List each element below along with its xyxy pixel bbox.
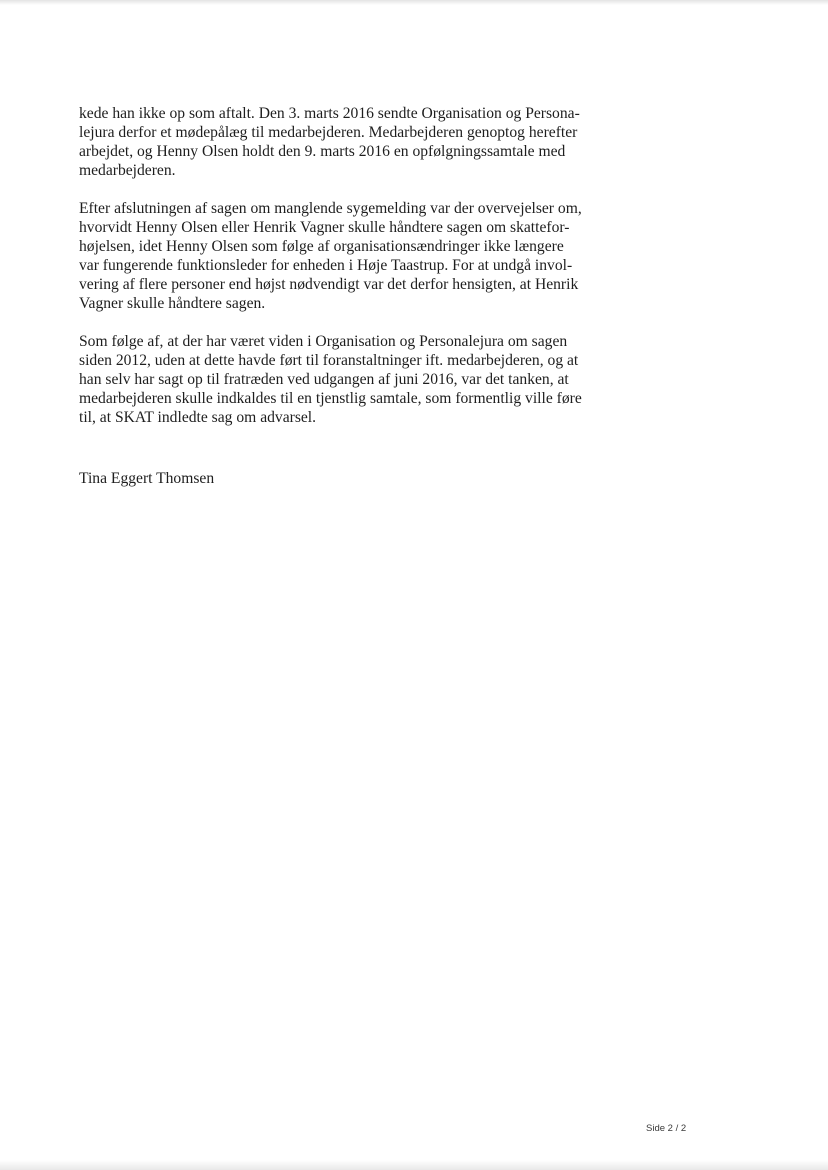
text-line: Efter afslutningen af sagen om manglende sygemelding var der overvejelser om, <box>79 200 582 217</box>
text-line: til, at SKAT indledte sag om advarsel. <box>79 409 317 426</box>
text-line: Som følge af, at der har været viden i Organisation og Personalejura om sagen <box>79 333 568 350</box>
text-line: han selv har sagt op til fratræden ved udgangen af juni 2016, var det tanken, at <box>79 371 569 388</box>
text-line: hvorvidt Henny Olsen eller Henrik Vagner skulle håndtere sagen om skattefor- <box>79 219 570 236</box>
document-body <box>79 104 659 446</box>
text-line: kede han ikke op som aftalt. Den 3. marts 2016 sendte Organisation og Persona- <box>79 105 580 122</box>
paragraph-2 <box>79 199 659 313</box>
scan-edge-bottom <box>0 1160 828 1170</box>
paragraph-1 <box>79 104 659 180</box>
signature-name: Tina Eggert Thomsen <box>79 470 215 487</box>
text-line: medarbejderen skulle indkaldes til en tjenstlig samtale, som formentlig ville føre <box>79 390 582 407</box>
text-line: Vagner skulle håndtere sagen. <box>79 295 266 312</box>
text-line: siden 2012, uden at dette havde ført til foranstaltninger ift. medarbejderen, og at <box>79 352 579 369</box>
paragraph-3 <box>79 332 659 427</box>
page-number: Side 2 / 2 <box>646 1123 687 1134</box>
text-line: lejura derfor et mødepålæg til medarbejderen. Medarbejderen genoptog herefter <box>79 124 578 141</box>
text-line: højelsen, idet Henny Olsen som følge af organisationsændringer ikke længere <box>79 238 564 255</box>
text-line: medarbejderen. <box>79 162 176 179</box>
text-line: var fungerende funktionsleder for enheden i Høje Taastrup. For at undgå invol- <box>79 257 573 274</box>
text-line: arbejdet, og Henny Olsen holdt den 9. marts 2016 en opfølgningssamtale med <box>79 143 566 160</box>
scan-edge-top <box>0 0 828 5</box>
text-line: vering af flere personer end højst nødvendigt var det derfor hensigten, at Henrik <box>79 276 579 293</box>
